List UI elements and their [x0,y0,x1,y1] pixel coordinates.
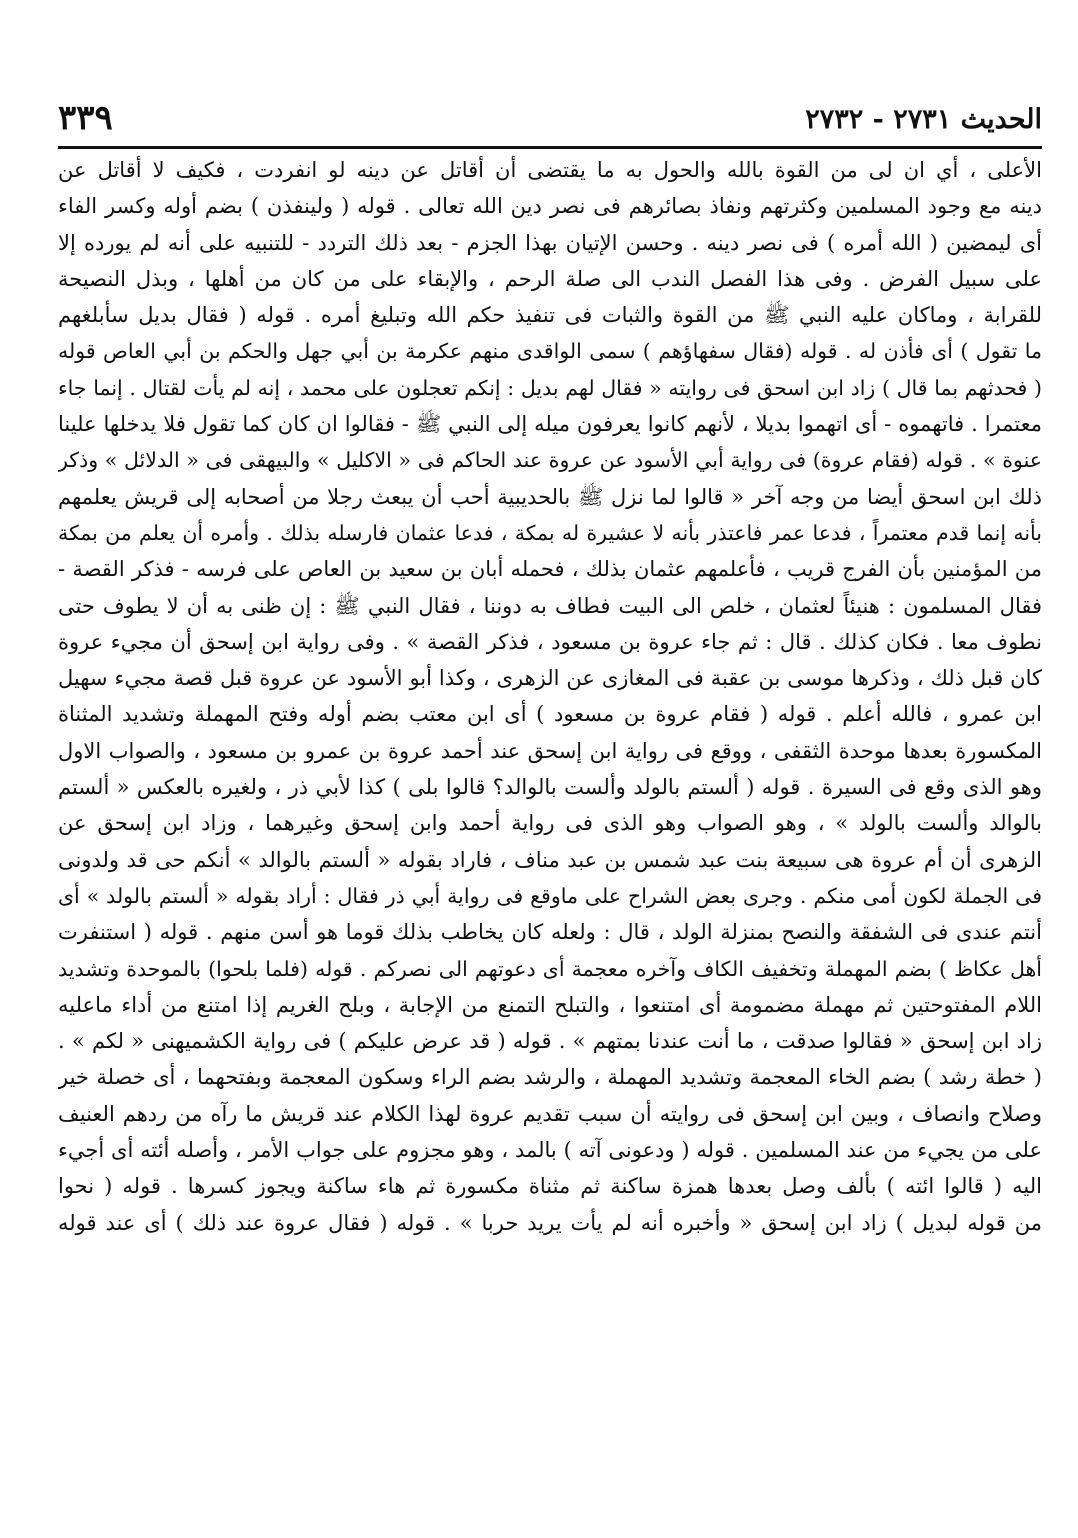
page-header [58,100,1042,142]
text-line: الأعلى ، أي ان لى من القوة بالله والحول به ما يقتضى أن أقاتل عن دينه لو انفردت ، فكيف لا أقاتل عن [58,158,1042,182]
text-line: المكسورة بعدها موحدة الثقفى ، ووقع فى رواية ابن إسحق عند أحمد عروة بن عمرو بن مسعود ، والصواب الاول [58,738,1042,763]
text-line: وهو الذى وقع فى السيرة . قوله ( ألستم بالولد وألست بالوالد؟ قالوا بلى ) كذا لأبي ذر ، ولغيره بالعكس « ألستم [58,775,1042,800]
text-line: دينه مع وجود المسلمين وكثرتهم ونفاذ بصائرهم فى نصر دين الله تعالى . قوله ( ولينفذن ) بضم أوله وكسر الفاء [58,194,1042,219]
text-line: فقال المسلمون : هنيئاً لعثمان ، خلص الى البيت فطاف به دوننا ، فقال النبي ﷺ : إن ظنى به أن لا يطوف حتى [58,593,1042,618]
running-title: الحديث ٢٧٣١ - ٢٧٣٢ [805,104,1042,135]
text-line: على سبيل الفرض . وفى هذا الفصل الندب الى صلة الرحم ، والإبقاء على من كان من أهلها ، وبذل النصيحة [58,266,1042,291]
text-line: زاد ابن إسحق « فقالوا صدقت ، ما أنت عندنا بمتهم » . قوله ( قد عرض عليكم ) فى رواية الكشميهنى « لكم » . [58,1029,1042,1054]
text-line: ( فحدثهم بما قال ) زاد ابن اسحق فى روايته « فقال لهم بديل : إنكم تعجلون على محمد ، إنه لم يأت لقتال . إنما جاء [58,375,1042,400]
text-line: وصلاح وانصاف ، وبين ابن إسحق فى روايته أن سبب تقديم عروة لهذا الكلام عند قريش ما رآه من ردهم العنيف [58,1101,1042,1126]
text-line: من المؤمنين بأن الفرج قريب ، فأعلمهم عثمان بذلك ، فحمله أبان بن سعيد بن العاص على فرسه - فذكر القصة - [58,557,1042,582]
header-rule [58,146,1042,149]
text-line: كان قبل ذلك ، وذكرها موسى بن عقبة فى المغازى عن الزهرى ، وكذا أبو الأسود عن عروة قبل قصة مجيء سهيل [58,666,1042,691]
text-line: ابن عمرو ، فالله أعلم . قوله ( فقام عروة بن مسعود ) أى ابن معتب بضم أوله وفتح المهملة وتشديد المثناة [58,702,1042,727]
text-line: بالوالد وألست بالولد » ، وهو الصواب وهو الذى فى رواية أحمد وابن إسحق وغيرهما ، وزاد ابن إسحق عن [58,811,1042,836]
text-line: معتمرا . فاتهموه - أى اتهموا بديلا ، لأنهم كانوا يعرفون ميله إلى النبي ﷺ - فقالوا ان كان كما تقول فلا يدخلها علينا [58,412,1042,437]
text-line: على من يجيء من عند المسلمين . قوله ( ودعونى آته ) بالمد ، وهو مجزوم على جواب الأمر ، وأصله أئته أى أجيء [58,1138,1042,1163]
text-line: نطوف معا . فكان كذلك . قال : ثم جاء عروة بن مسعود ، فذكر القصة » . وفى رواية ابن إسحق أن مجيء عروة [58,629,1042,654]
page-number: ٣٣٩ [58,98,113,138]
text-line: أى ليمضين ( الله أمره ) فى نصر دينه . وحسن الإتيان بهذا الجزم - بعد ذلك التردد - للتنبيه على أنه لم يورده إلا [58,230,1042,255]
text-line: ( خطة رشد ) بضم الخاء المعجمة وتشديد المهملة ، والرشد بضم الراء وسكون المعجمة وبفتحهما ، أى خصلة خير [58,1065,1042,1090]
text-line: بأنه إنما قدم معتمراً ، فدعا عمر فاعتذر بأنه لا عشيرة له بمكة ، فدعا عثمان فارسله بذلك . وأمره أن يعلم من بمكة [58,520,1042,545]
text-line: فى الجملة لكون أمى منكم . وجرى بعض الشراح على ماوقع فى رواية أبي ذر فقال : أراد بقوله « ألستم بالولد » أى [58,883,1042,908]
text-line: ذلك ابن اسحق أيضا من وجه آخر « قالوا لما نزل ﷺ بالحديبية أحب أن يبعث رجلا من أصحابه إلى قريش يعلمهم [58,484,1042,509]
text-line: اللام المفتوحتين ثم مهملة مضمومة أى امتنعوا ، والتبلح التمنع من الإجابة ، وبلح الغريم إذا امتنع من أداء ماعليه [58,992,1042,1017]
body-text [58,152,1042,1241]
text-line: من قوله لبديل ) زاد ابن إسحق « وأخبره أنه لم يأت يريد حربا » . قوله ( فقال عروة عند ذلك ) أى عند قوله [58,1210,1042,1235]
text-line: عنوة » . قوله (فقام عروة) فى رواية أبي الأسود عن عروة عند الحاكم فى « الاكليل » والبيهقى فى « الدلائل » وذكر [58,448,1042,473]
text-line: أهل عكاظ ) بضم المهملة وتخفيف الكاف وآخره معجمة أى دعوتهم الى نصركم . قوله (فلما بلحوا) بالموحدة وتشديد [58,956,1042,981]
text-line: الزهرى أن أم عروة هى سبيعة بنت عبد شمس بن عبد مناف ، فاراد بقوله « ألستم بالوالد » أنكم حى قد ولدونى [58,847,1042,872]
text-line: أنتم عندى فى الشفقة والنصح بمنزلة الولد ، قال : ولعله كان يخاطب بذلك قوما هو أسن منهم . قوله ( استنفرت [58,920,1042,945]
text-line: ما تقول ) أى فأذن له . قوله (فقال سفهاؤهم ) سمى الواقدى منهم عكرمة بن أبي جهل والحكم بن أبي العاص قوله [58,339,1042,364]
text-line: للقرابة ، وماكان عليه النبي ﷺ من القوة والثبات فى تنفيذ حكم الله وتبليغ أمره . قوله ( فقال بديل سأبلغهم [58,303,1042,328]
text-line: اليه ( قالوا ائته ) بألف وصل بعدها همزة ساكنة ثم مثناة مكسورة ثم هاء ساكنة ويجوز كسرها . قوله ( نحوا [58,1174,1042,1199]
